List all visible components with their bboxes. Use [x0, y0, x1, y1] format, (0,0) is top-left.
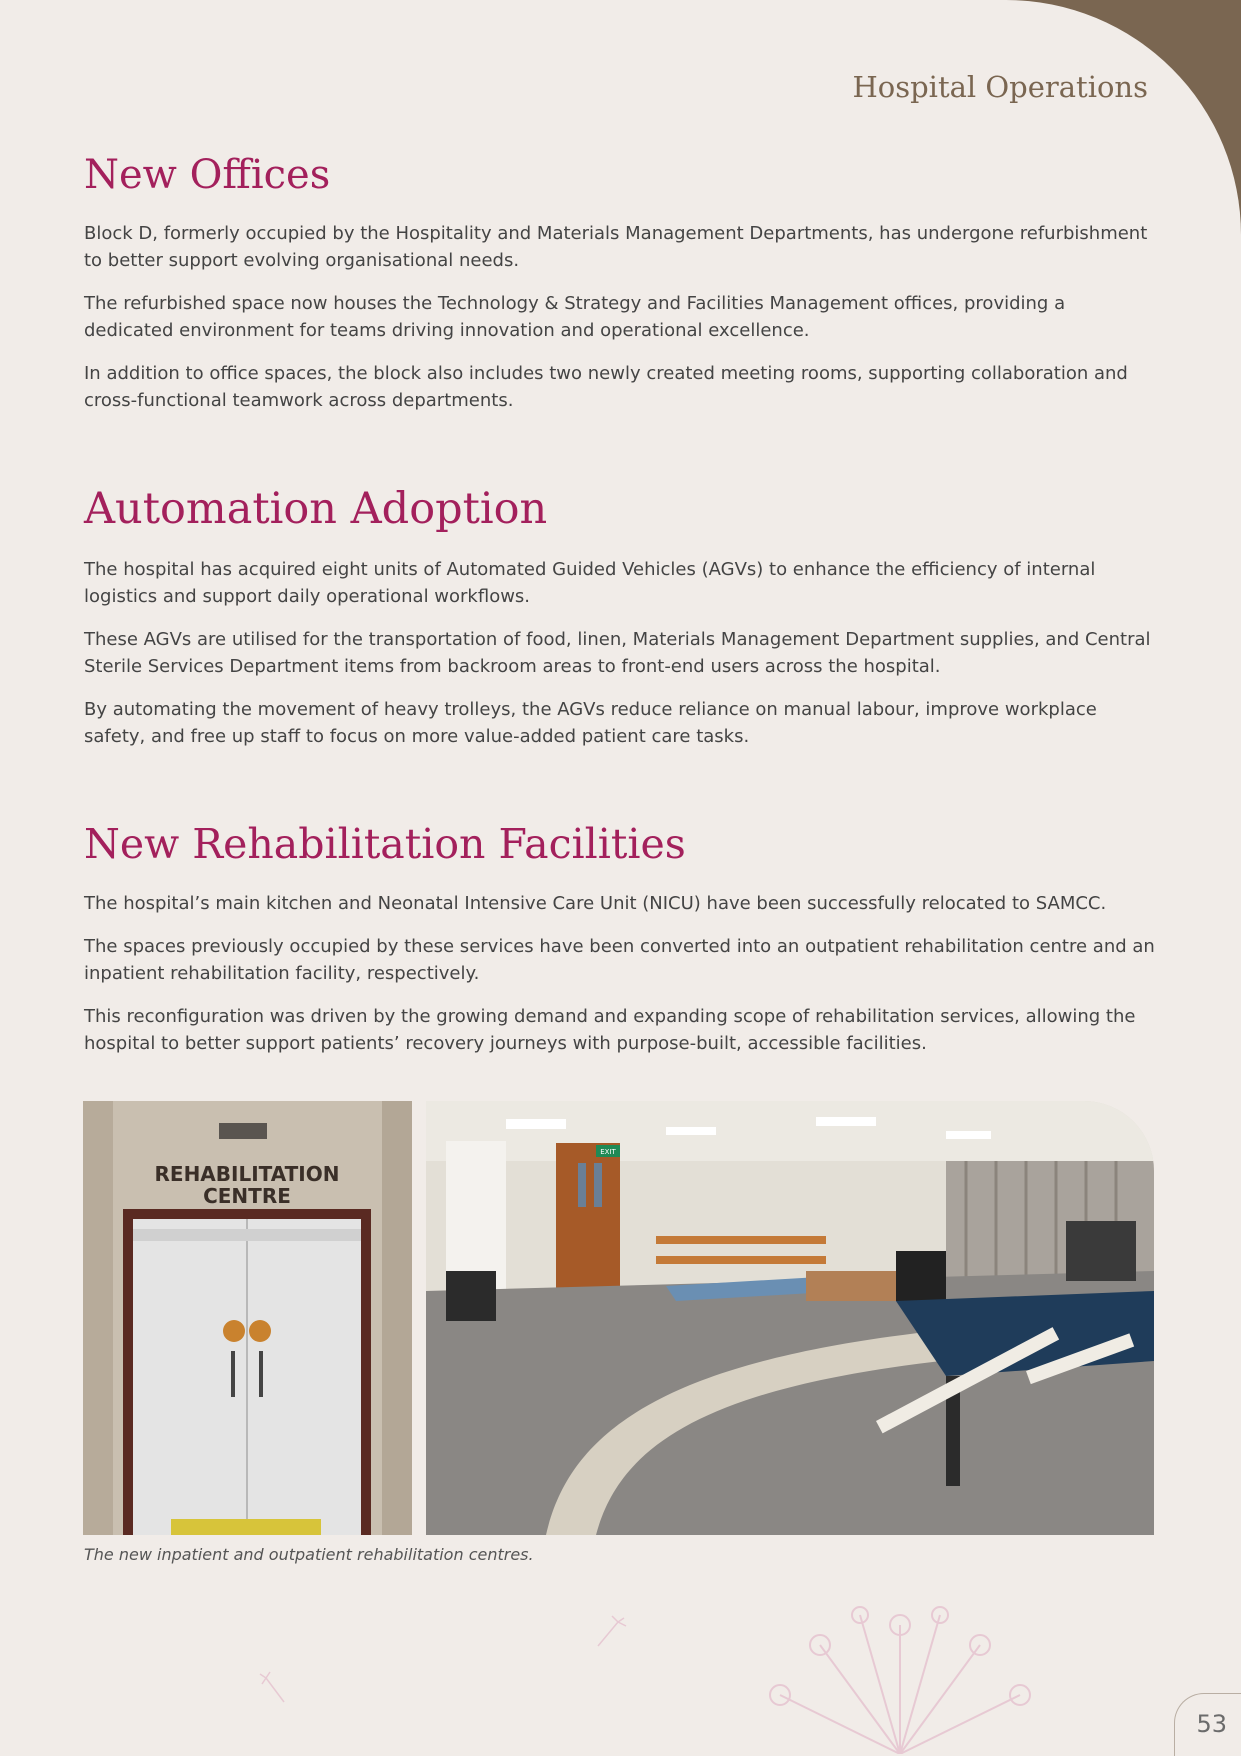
section-new-rehabilitation-facilities — [84, 820, 1158, 1073]
section-heading: New Rehabilitation Facilities — [84, 820, 686, 868]
section-heading: Automation Adoption — [84, 484, 548, 534]
section-new-offices — [84, 152, 1158, 430]
section-heading: New Offices — [84, 152, 331, 198]
exit-sign-text: EXIT — [600, 1148, 616, 1156]
photo-rehabilitation-gym — [426, 1101, 1154, 1535]
paragraph: Block D, formerly occupied by the Hospitality and Materials Management Departments, has undergone refurbishment to better support evolving organisational needs. — [84, 223, 1148, 271]
paragraph: The refurbished space now houses the Technology & Strategy and Facilities Management offices, providing a dedicated environment for teams driving innovation and operational excellence. — [84, 293, 1066, 341]
paragraph: In addition to office spaces, the block also includes two newly created meeting rooms, supporting collaboration and cross-functional teamwork across departments. — [84, 363, 1128, 411]
gym-illustration — [426, 1101, 1154, 1535]
photo-caption: The new inpatient and outpatient rehabilitation centres. — [84, 1545, 534, 1564]
running-head: Hospital Operations — [852, 70, 1148, 104]
photo-rehabilitation-door — [83, 1101, 412, 1535]
door-sign-text: REHABILITATION CENTRE — [154, 1162, 340, 1208]
section-automation-adoption — [84, 484, 1158, 766]
dandelion-decoration-icon — [760, 1605, 1060, 1754]
paragraph: The hospital has acquired eight units of Automated Guided Vehicles (AGVs) to enhance the efficiency of internal logistics and support daily operational workflows. — [84, 559, 1096, 607]
paragraph: This reconfiguration was driven by the growing demand and expanding scope of rehabilitation services, allowing the hospital to better support patients’ recovery journeys with purpose-built, accessible facilities. — [84, 1006, 1136, 1054]
paragraph: These AGVs are utilised for the transportation of food, linen, Materials Management Department supplies, and Central Sterile Services Department items from backroom areas to front-end users across the hospital. — [84, 629, 1151, 677]
small-seed-icon — [594, 1614, 628, 1648]
door-illustration — [83, 1101, 412, 1535]
page-number: 53 — [1196, 1710, 1227, 1738]
paragraph: The hospital’s main kitchen and Neonatal Intensive Care Unit (NICU) have been successfully relocated to SAMCC. — [84, 893, 1107, 914]
small-seed-icon — [258, 1670, 288, 1704]
paragraph: The spaces previously occupied by these services have been converted into an outpatient rehabilitation centre and an inpatient rehabilitation facility, respectively. — [84, 936, 1155, 984]
paragraph: By automating the movement of heavy trolleys, the AGVs reduce reliance on manual labour, improve workplace safety, and free up staff to focus on more value-added patient care tasks. — [84, 699, 1097, 747]
